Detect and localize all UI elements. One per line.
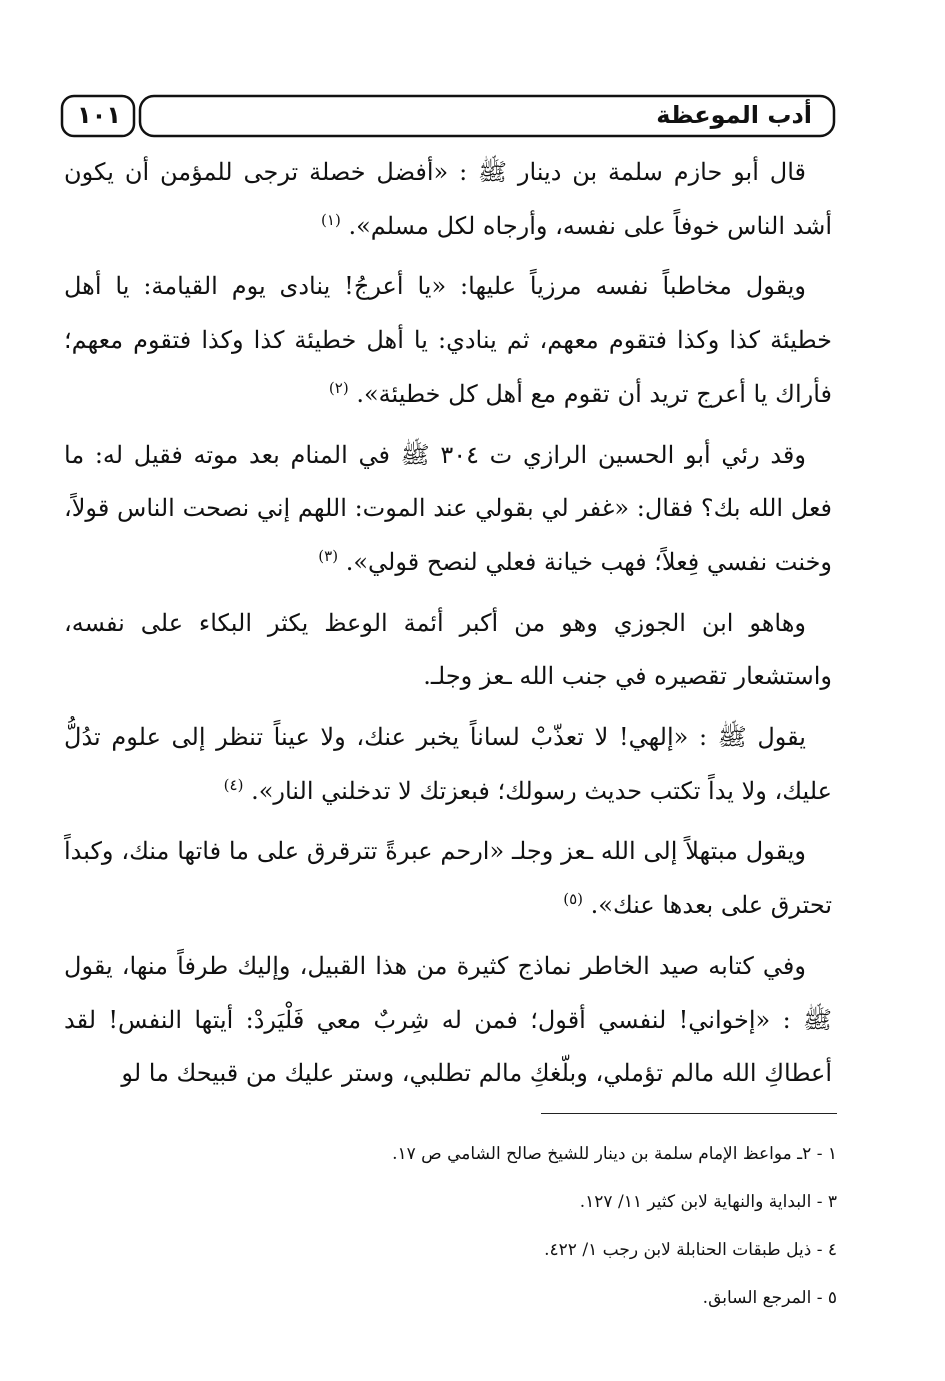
paragraph-5	[64, 711, 832, 818]
paragraph-4	[64, 597, 832, 704]
footnote-4: ٥ - المرجع السابق.	[702, 1288, 837, 1308]
paragraph-text: يقول ﷺ : «إلهي! لا تعذّبْ لساناً يخبر عنك، ولا عيناً تنظر إلى علوم تدُلُّ عليك، ولا يداً تكتب حديث رسولك؛ فبعزتك لا تدخلني النار».	[64, 723, 832, 805]
footnote-ref: (٤)	[223, 775, 244, 794]
footnote-ref: (٢)	[328, 378, 349, 397]
paragraph-1	[64, 146, 832, 253]
body-text	[64, 146, 832, 1108]
page-header	[60, 94, 836, 138]
footnote-ref: (١)	[321, 210, 341, 229]
paragraph-6	[64, 825, 832, 932]
paragraph-text: وهاهو ابن الجوزي وهو من أكبر أئمة الوعظ يكثر البكاء على نفسه، واستشعار تقصيره في جنب الله ـعز وجلـ.	[64, 608, 832, 691]
footnote-1: ١ - ٢ـ مواعظ الإمام سلمة بن دينار للشيخ صالح الشامي ص ١٧.	[392, 1144, 837, 1164]
paragraph-text: ويقول مبتهلاً إلى الله ـعز وجلـ «ارحم عبرةً تترقرق على ما فاتها منك، وكبداً تحترق على بعدها عنك».	[64, 837, 832, 920]
paragraph-2	[64, 260, 832, 421]
footnotes	[117, 1130, 837, 1322]
page-number: ١٠١	[77, 101, 121, 129]
paragraph-text: قال أبو حازم سلمة بن دينار ﷺ : «أفضل خصلة ترجى للمؤمن أن يكون أشد الناس خوفاً على نفسه، وأرجاه لكل مسلم».	[64, 158, 832, 240]
paragraph-text: ويقول مخاطباً نفسه مرزياً عليها: «يا أعرجُ! ينادى يوم القيامة: يا أهل خطيئة كذا وكذا فتقوم معهم، ثم ينادي: يا أهل خطيئة كذا وكذا فتقوم معهم؛ فأراك يا أعرج تريد أن تقوم مع أهل كل خطيئة».	[64, 272, 832, 408]
paragraph-text: وفي كتابه صيد الخاطر نماذج كثيرة من هذا القبيل، وإليك طرفاً منها، يقول ﷺ : «إخواني! لنفسي أقول؛ فمن له شِربٌ معي فَلْيَردْ: أيتها النفس! لقد أعطاكِ الله مالم تؤملي، وبلّغكِ مالم تطلبي، وستر عليك من قبيحك ما لو	[64, 951, 832, 1088]
footnote-2: ٣ - البداية والنهاية لابن كثير ١١/ ١٢٧.	[579, 1192, 837, 1212]
footnote-ref: (٥)	[563, 890, 583, 909]
footnote-ref: (٣)	[318, 546, 339, 565]
footnote-3: ٤ - ذيل طبقات الحنابلة لابن رجب ١/ ٤٢٢.	[544, 1240, 837, 1260]
running-title: أدب الموعظة	[656, 101, 812, 129]
footnote-divider	[541, 1113, 837, 1114]
paragraph-3	[64, 429, 832, 590]
paragraph-7	[64, 940, 832, 1101]
paragraph-text: وقد رئي أبو الحسين الرازي ت ٣٠٤ ﷺ في المنام بعد موته فقيل له: ما فعل الله بك؟ فقال: «غفر لي بقولي عند الموت: اللهم إني نصحت الناس قولاً، وخنت نفسي فِعلاً؛ فهب خيانة فعلي لنصح قولي».	[64, 440, 832, 576]
